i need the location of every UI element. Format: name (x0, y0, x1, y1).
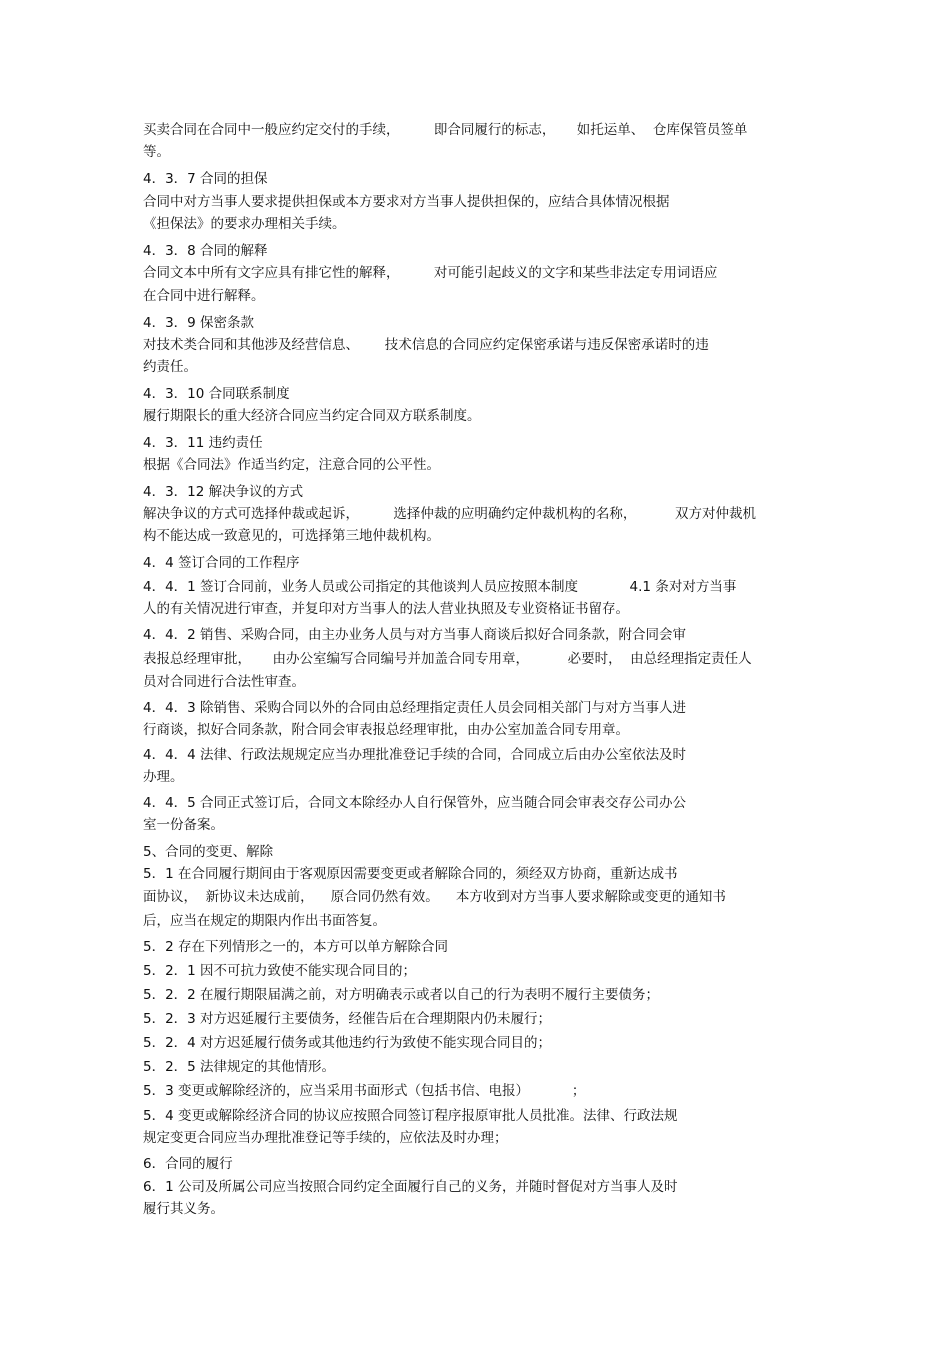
text-line: 5．2．5 法律规定的其他情形。 (143, 1059, 336, 1075)
text-line: 4．4．1 签订合同前，业务人员或公司指定的其他谈判人员应按照本制度 4.1 条对对方当事 (143, 579, 737, 595)
text-line: 4．4．4 法律、行政法规规定应当办理批准登记手续的合同，合同成立后由办公室依法及时 (143, 747, 687, 763)
text-line: 5．2．4 对方迟延履行债务或其他违约行为致使不能实现合同目的； (143, 1035, 552, 1051)
text-line: 履行期限长的重大经济合同应当约定合同双方联系制度。 (143, 408, 481, 424)
section-heading: 6．合同的履行 (143, 1156, 233, 1172)
text-line: 后，应当在规定的期限内作出书面答复。 (143, 913, 386, 929)
text-line: 履行其义务。 (143, 1201, 224, 1217)
text-line: 《担保法》的要求办理相关手续。 (143, 216, 346, 232)
text-line: 5．4 变更或解除经济合同的协议应按照合同签订程序报原审批人员批准。法律、行政法规 (143, 1108, 678, 1124)
section-heading: 4．3．8 合同的解释 (143, 243, 268, 259)
text-line: 规定变更合同应当办理批准登记等手续的，应依法及时办理； (143, 1130, 508, 1146)
section-heading: 4．3．12 解决争议的方式 (143, 484, 304, 500)
section-heading: 4．3．9 保密条款 (143, 315, 255, 331)
text-line: 4．4．2 销售、采购合同，由主办业务人员与对方当事人商谈后拟好合同条款，附合同会审 (143, 627, 687, 643)
text-line: 人的有关情况进行审查，并复印对方当事人的法人营业执照及专业资格证书留存。 (143, 601, 629, 617)
text-line: 买卖合同在合同中一般应约定交付的手续， 即合同履行的标志， 如托运单、 仓库保管员签单 (143, 122, 748, 138)
text-line: 合同文本中所有文字应具有排它性的解释， 对可能引起歧义的文字和某些非法定专用词语应 (143, 265, 718, 281)
text-line: 等。 (143, 144, 170, 160)
text-line: 约责任。 (143, 359, 197, 375)
text-line: 表报总经理审批， 由办公室编写合同编号并加盖合同专用章， 必要时， 由总经理指定责任人 (143, 651, 752, 667)
text-line: 5．2 存在下列情形之一的，本方可以单方解除合同 (143, 939, 448, 955)
section-heading: 4．4 签订合同的工作程序 (143, 555, 300, 571)
text-line: 5．2．2 在履行期限届满之前，对方明确表示或者以自己的行为表明不履行主要债务； (143, 987, 660, 1003)
section-heading: 4．3．10 合同联系制度 (143, 386, 290, 402)
text-line: 面协议， 新协议未达成前， 原合同仍然有效。 本方收到对方当事人要求解除或变更的通知书 (143, 889, 726, 905)
text-line: 员对合同进行合法性审查。 (143, 674, 305, 690)
text-line: 4．4．3 除销售、采购合同以外的合同由总经理指定责任人员会同相关部门与对方当事人进 (143, 700, 687, 716)
text-line: 合同中对方当事人要求提供担保或本方要求对方当事人提供担保的，应结合具体情况根据 (143, 194, 670, 210)
text-line: 办理。 (143, 769, 184, 785)
section-heading: 5、合同的变更、解除 (143, 844, 274, 860)
text-line: 5．2．1 因不可抗力致使不能实现合同目的； (143, 963, 417, 979)
text-line: 行商谈，拟好合同条款，附合同会审表报总经理审批，由办公室加盖合同专用章。 (143, 722, 629, 738)
section-heading: 4．3．7 合同的担保 (143, 171, 268, 187)
text-line: 6．1 公司及所属公司应当按照合同约定全面履行自己的义务，并随时督促对方当事人及时 (143, 1179, 678, 1195)
text-line: 4．4．5 合同正式签订后，合同文本除经办人自行保管外，应当随合同会审表交存公司办公 (143, 795, 687, 811)
text-line: 对技术类合同和其他涉及经营信息、 技术信息的合同应约定保密承诺与违反保密承诺时的违 (143, 337, 709, 353)
text-line: 解决争议的方式可选择仲裁或起诉， 选择仲裁的应明确约定仲裁机构的名称， 双方对仲裁机 (143, 506, 756, 522)
text-line: 5．1 在合同履行期间由于客观原因需要变更或者解除合同的，须经双方协商，重新达成书 (143, 866, 678, 882)
text-line: 在合同中进行解释。 (143, 288, 265, 304)
section-heading: 4．3．11 违约责任 (143, 435, 263, 451)
text-line: 室一份备案。 (143, 817, 224, 833)
text-line: 5．3 变更或解除经济的，应当采用书面形式（包括书信、电报） ； (143, 1083, 586, 1099)
text-line: 根据《合同法》作适当约定，注意合同的公平性。 (143, 457, 440, 473)
text-line: 5．2．3 对方迟延履行主要债务，经催告后在合理期限内仍未履行； (143, 1011, 552, 1027)
text-line: 构不能达成一致意见的，可选择第三地仲裁机构。 (143, 528, 440, 544)
